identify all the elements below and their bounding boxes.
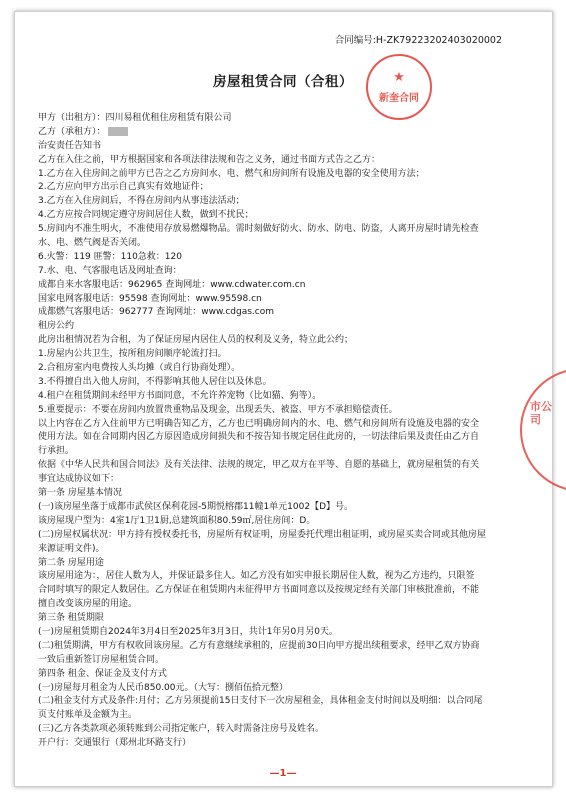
line-text: 成都燃气客服电话：962777 查询网址：www.cdgas.com	[38, 307, 274, 318]
line-text: 5.房间内不准生明火，不准使用存放易燃爆物品。需时刻做好防火、防水、防电、防盗，人离开房屋时请先检查	[38, 224, 479, 235]
line-text: 该房屋现户型为：4室1厅1卫1厨,总建筑面积80.59㎡,居住房间：D。	[38, 515, 316, 526]
line-text: 治安责任告知书	[38, 140, 102, 151]
text-line	[38, 431, 546, 445]
text-line	[38, 251, 546, 265]
text-line	[38, 737, 546, 751]
text-line	[38, 626, 546, 640]
text-line	[38, 501, 546, 515]
text-line	[38, 543, 546, 557]
text-line	[38, 695, 546, 709]
text-line	[38, 418, 546, 432]
text-line	[38, 265, 546, 279]
contract-number: 合同编号:H-ZK79223202403020002	[334, 35, 502, 46]
text-line	[38, 515, 546, 529]
text-line	[38, 459, 546, 473]
text-line	[38, 362, 546, 376]
text-line	[38, 612, 546, 626]
line-text: 事宜达成协议如下：	[38, 474, 120, 485]
line-text: 合同时填写的限定人数居住。乙方保证在租赁期内未征得甲方书面同意以及按规定经有关部门审核批准前，不能	[38, 585, 480, 596]
line-text: 6.火警：119 匪警：110急救：120	[38, 251, 182, 262]
text-line	[38, 154, 546, 168]
text-line	[38, 279, 546, 293]
line-text: 成都自来水客服电话：962965 查询网址：www.cdwater.com.cn	[38, 279, 306, 290]
contract-body	[38, 112, 546, 751]
text-line	[38, 140, 546, 154]
line-text: 依据《中华人民共和国合同法》及有关法律、法规的规定，甲乙双方在平等、自愿的基础上，就房屋租赁的有关	[38, 460, 480, 471]
line-text: 2.合租房室内电费按人头均摊（或自行协商处理）。	[38, 363, 241, 374]
text-line	[38, 237, 546, 251]
line-text: (一)房屋每月租金为人民币850.00元。（大写：捌佰伍拾元整）	[38, 682, 289, 693]
line-text: 第四条 租金、保证金及支付方式	[38, 668, 167, 679]
text-line	[38, 320, 546, 334]
seal-text: 新奎合同	[379, 93, 419, 104]
company-seal	[366, 54, 432, 120]
line-text: 使用方法。如在合同期内因乙方原因造成房间损失和不按告知书规定居住此房的，一切法律后果及责任由乙方自	[38, 432, 480, 443]
line-text: 该房屋用途为：，居住人数为人，并保证最多住人。如乙方没有如实申报长期居住人数，视为乙方违约，只限签	[38, 571, 475, 582]
line-text: 1.房屋内公共卫生，按所租房间顺序轮流打扫。	[38, 349, 227, 360]
line-text: 第一条 房屋基本情况	[38, 488, 122, 499]
line-text: (一)该房屋坐落于成都市武侯区保利花园-5期悦榕郡11幢1单元1002【D】号。	[38, 501, 354, 512]
text-line	[38, 306, 546, 320]
text-line	[38, 445, 546, 459]
line-text: 此房出租情况若为合租，为了保证房屋内居住人员的权利及义务，特立此公约；	[38, 335, 354, 346]
line-text: (二)租赁期满，甲方有权收回该房屋。乙方有意继续承租的，应提前30日向甲方提出续租要求，经甲乙双方协商	[38, 640, 480, 651]
line-text: 来源证明文件)。	[38, 543, 105, 554]
line-text: 7.水、电、气客服电话及网址查询：	[38, 265, 182, 276]
line-text: 4.乙方应按合同规定遵守房间居住人数，做到不扰民；	[38, 210, 254, 221]
line-text: 以上内容在乙方入住前甲方已明确告知乙方，乙方也已明确房间内的水、电、燃气和房间所有设施及电器的安全	[38, 418, 480, 429]
text-line	[38, 598, 546, 612]
text-line	[38, 723, 546, 737]
line-text: (二)房屋权属状况：甲方持有授权委托书，房屋所有权证明，房屋委托代理出租证明，或房屋买卖合同或其他房屋	[38, 529, 487, 540]
text-line	[38, 223, 546, 237]
text-line	[38, 293, 546, 307]
line-text: 甲方（出租方）：四川易租优租住房租赁有限公司	[38, 113, 232, 123]
text-line	[38, 168, 546, 182]
line-text: (一)房屋租赁期自2024年3月4日至2025年3月3日，共计1年另0月另0天。	[38, 626, 338, 637]
text-line	[38, 195, 546, 209]
line-text: 行承担。	[38, 446, 75, 457]
document-title: 房屋租赁合同（合租）	[213, 74, 353, 90]
text-line	[38, 682, 546, 696]
line-text: 乙方（承租方）：	[38, 126, 106, 137]
text-line	[38, 390, 546, 404]
line-text: (三)乙方各类款项必须转账到公司指定帐户，转入时需备注房号及姓名。	[38, 724, 325, 735]
text-line	[38, 557, 546, 571]
text-line	[38, 529, 546, 543]
line-text: 租房公约	[38, 321, 75, 332]
text-line	[38, 334, 546, 348]
text-line	[38, 640, 546, 654]
line-text: 开户行：交通银行（郑州北环路支行）	[38, 738, 192, 749]
redacted-name	[108, 127, 128, 136]
text-line	[38, 404, 546, 418]
text-line	[38, 348, 546, 362]
line-text: 2.乙方应向甲方出示自己真实有效地证件；	[38, 182, 209, 193]
partial-seal-text: 市公司	[530, 400, 552, 426]
text-line	[38, 584, 546, 598]
line-text: 第三条 租赁期限	[38, 613, 104, 624]
text-line	[38, 668, 546, 682]
line-text: 3.不得擅自出入他人房间，不得影响其他人居住以及休息。	[38, 376, 272, 387]
line-text: 1.乙方在入住房间之前甲方已告之乙方房间水、电、燃气和房间所有设施及电器的安全使用方法；	[38, 168, 425, 179]
line-text: 乙方在入住之前，甲方根据国家和各项法律法规和告之义务，通过书面方式告之乙方：	[38, 154, 381, 165]
text-line	[38, 709, 546, 723]
text-line	[38, 376, 546, 390]
line-text: 擅自改变该房屋的用途。	[38, 599, 138, 610]
star-icon: ★	[393, 70, 405, 85]
line-text: 水、电、燃气阀是否关闭。	[38, 238, 147, 249]
line-text: 国家电网客服电话：95598 查询网址：www.95598.cn	[38, 293, 262, 304]
text-line	[38, 654, 546, 668]
line-text: 第二条 房屋用途	[38, 557, 104, 568]
line-text: 页支付账单及金额为主。	[38, 710, 138, 721]
text-line	[38, 487, 546, 501]
line-text: 4.租户在租赁期间未经甲方书面同意，不允许养宠物（比如猫、狗等）。	[38, 390, 322, 401]
text-line	[38, 126, 546, 140]
text-line	[38, 181, 546, 195]
text-line	[38, 473, 546, 487]
text-line	[38, 570, 546, 584]
text-line	[38, 112, 546, 126]
page-number: —1—	[269, 768, 297, 779]
line-text: (二)租金支付方式及条件:月付；乙方另须提前15日支付下一次房屋租金，具体租金支付时间以及明细：以合同尾	[38, 696, 483, 707]
line-text: 一致后重新签订房屋租赁合同。	[38, 654, 165, 665]
line-text: 3.乙方在入住房间后，不得在房间内从事违法活动；	[38, 196, 245, 207]
text-line	[38, 209, 546, 223]
line-text: 5.重要提示：不要在房间内放置贵重物品及现金，出现丢失、被盗、甲方不承担赔偿责任。	[38, 404, 398, 415]
